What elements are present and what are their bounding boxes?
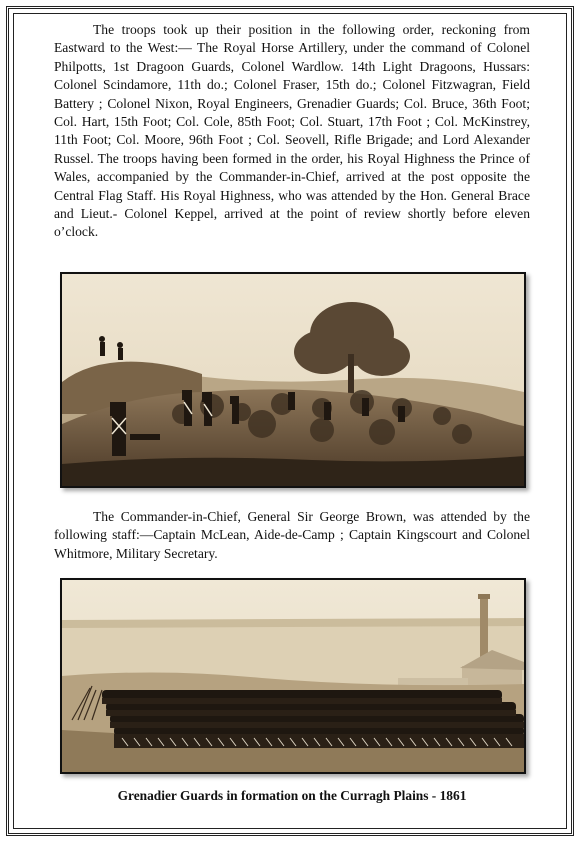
- body-paragraph-commander-staff: The Commander-in-Chief, General Sir George Brown, was attended by the following staff:—Captain McLean, Aide-de-Camp ; Captain Kingscourt and Colonel Whitmore, Military Secretary.: [54, 509, 530, 561]
- photo-grenadier-guards-formation: [60, 578, 526, 774]
- photo-caption: Grenadier Guards in formation on the Curragh Plains - 1861: [117, 788, 467, 803]
- body-paragraph-troop-order: The troops took up their position in the following order, reckoning from Eastward to the West:— The Royal Horse Artillery, under the command of Colonel Philpotts, 1st Dragoon Guards, Colonel Wardlow. 14th Light Dragoons, Hussars: Colonel Scindamore, 11th do.; Colonel Fraser, 15th do.; Colonel Fitzwagran, Field Battery ; Colonel Nixon, Royal Engineers, Grenadier Guards; Col. Bruce, 36th Foot; Col. Hart, 15th Foot; Col. Cole, 85th Foot; Col. Stuart, 17th Foot ; Col. McKinstrey, 11th Foot; Col. Moore, 96th Foot ; Col. Seovell, Rifle Brigade; and Lord Alexander Russel. The troops having been formed in the order, his Royal Highness the Prince of Wales, accompanied by the Commander-in-Chief, arrived at the post opposite the Central Flag Staff. His Royal Highness, who was attended by the Hon. General Brace and Lieut.- Colonel Keppel, arrived at the point of review shortly before eleven o’clock.: [54, 22, 530, 240]
- photo-soldiers-skirmish-on-hill: [60, 272, 526, 488]
- skirmish-photo-image: [62, 274, 524, 486]
- formation-photo-image: [62, 580, 524, 772]
